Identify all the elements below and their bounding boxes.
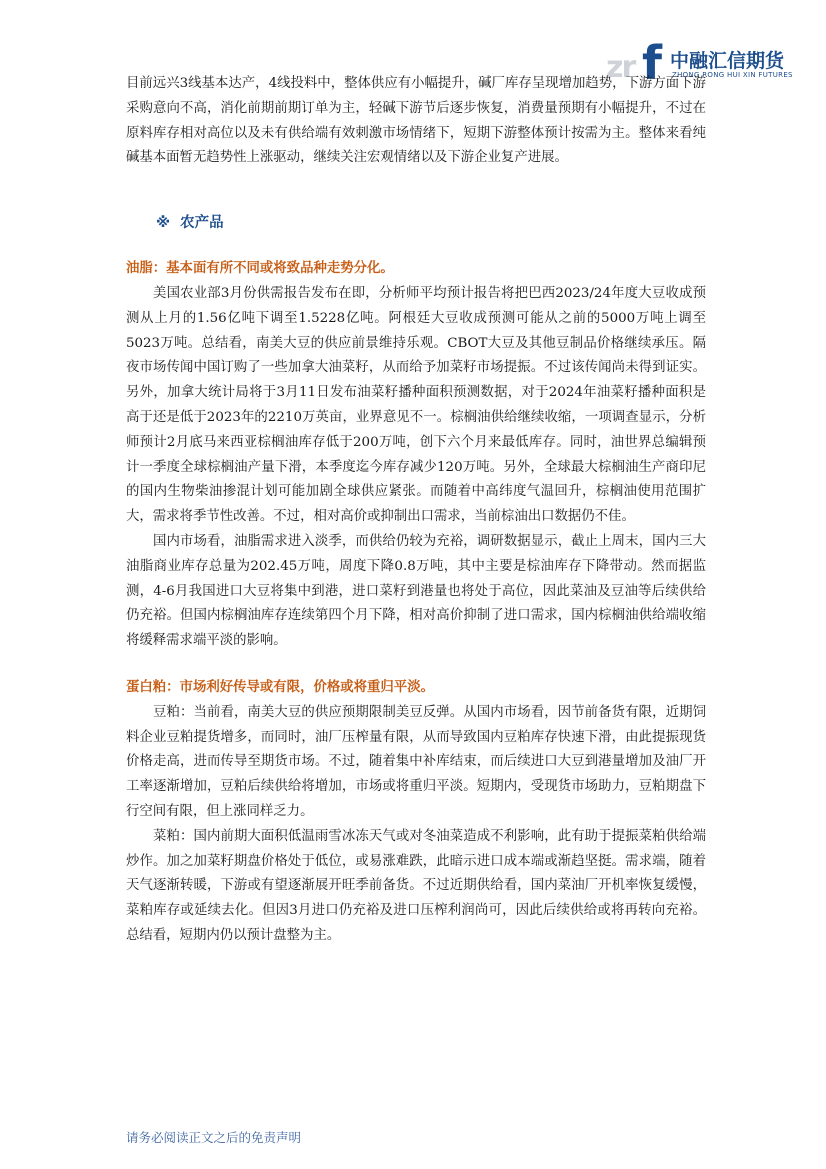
logo-english-name: ZHONG RONG HUI XIN FUTURES [672, 71, 793, 79]
meal-paragraph-soymeal: 豆粕：当前看，南美大豆的供应预期限制美豆反弹。从国内市场看，因节前备货有限，近期饲料企业豆粕提货增多，而同时，油厂压榨量有限，从而导致国内豆粕库存快速下滑，由此提振现货价格走高，进而传导至期货市场。不过，随着集中补库结束，而后续进口大豆到港量增加及油厂开工率逐渐增加，豆粕后续供给将增加，市场或将重归平淡。短期内，受现货市场助力，豆粕期盘下行空间有限，但上涨同样乏力。 [126, 704, 706, 819]
section-heading [156, 211, 706, 235]
section-title: 农产品 [180, 215, 224, 232]
oil-paragraph-1: 美国农业部3月份供需报告发布在即，分析师平均预计报告将把巴西2023/24年度大豆收成预测从上月的1.56亿吨下调至1.5228亿吨。阿根廷大豆收成预测可能从之前的5000万吨上调至5023万吨。总结看，南美大豆的供应前景维持乐观。CBOT大豆及其他豆制品价格继续承压。隔夜市场传闻中国订购了一些加拿大油菜籽，从而给予加菜籽市场提振。不过该传闻尚未得到证实。另外，加拿大统计局将于3月11日发布油菜籽播种面积预测数据，对于2024年油菜籽播种面积是高于还是低于2023年的2210万英亩，业界意见不一。棕榈油供给继续收缩，一项调查显示，分析师预计2月底马来西亚棕榈油库存低于200万吨，创下六个月来最低库存。同时，油世界总编辑预计一季度全球棕榈油产量下滑，本季度迄今库存减少120万吨。另外，全球最大棕榈油生产商印尼的国内生物柴油掺混计划可能加剧全球供应紧张。而随着中高纬度气温回升，棕榈油使用范围扩大，需求将季节性改善。不过，相对高价或抑制出口需求，当前棕油出口数据仍不佳。 [126, 285, 706, 525]
report-body [126, 72, 706, 949]
oil-paragraph-2: 国内市场看，油脂需求进入淡季，而供给仍较为充裕，调研数据显示，截止上周末，国内三大油脂商业库存总量为202.45万吨，周度下降0.8万吨，其中主要是棕油库存下降带动。然而据监测，4-6月我国进口大豆将集中到港，进口菜籽到港量也将处于高位，因此菜油及豆油等后续供给仍充裕。但国内棕榈油库存连续第四个月下降，相对高价抑制了进口需求，国内棕榈油供给端收缩将缓释需求端平淡的影响。 [126, 533, 706, 649]
logo-chinese-name: 中融汇信期货 [670, 50, 785, 72]
footer-disclaimer: 请务必阅读正文之后的免责声明 [126, 1130, 302, 1145]
logo-mark: zr [606, 50, 635, 85]
reference-mark-icon: ※ [156, 215, 171, 232]
meal-paragraph-rapeseed-meal: 菜粕：国内前期大面积低温雨雪冰冻天气或对冬油菜造成不利影响，此有助于提振菜粕供给端炒作。加之加菜籽期盘价格处于低位，或易涨难跌，此暗示进口成本端或渐趋坚挺。需求端，随着天气逐渐转暖，下游或有望逐渐展开旺季前备货。不过近期供给看，国内菜油厂开机率恢复缓慢，菜粕库存或延续去化。但因3月进口仍充裕及进口压榨利润尚可，因此后续供给或将再转向充裕。总结看，短期内仍以预计盘整为主。 [126, 828, 706, 943]
logo-f-mark: f [642, 36, 663, 90]
intro-paragraph: 目前远兴3线基本达产，4线投料中，整体供应有小幅提升，碱厂库存呈现增加趋势，下游方面下游采购意向不高，消化前期前期订单为主，轻碱下游节后逐步恢复，消费量预期有小幅提升，不过在原料库存相对高位以及未有供给端有效刺激市场情绪下，短期下游整体预计按需为主。整体来看纯碱基本面暂无趋势性上涨驱动，继续关注宏观情绪以及下游企业复产进展。 [126, 76, 706, 166]
oil-heading: 油脂：基本面有所不同或将致品种走势分化。 [126, 261, 394, 277]
meal-heading: 蛋白粕：市场利好传导或有限，价格或将重归平淡。 [126, 679, 434, 695]
